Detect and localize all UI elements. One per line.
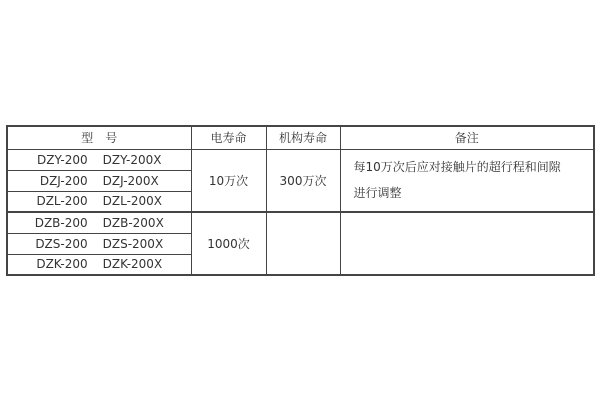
header-electrical-life: 电寿命 [191, 126, 266, 149]
model-name: DZB-200 [34, 215, 88, 230]
remarks-line: 进行调整 [353, 186, 402, 201]
model-name: DZK-200X [102, 257, 163, 272]
header-remarks: 备注 [340, 126, 594, 149]
remarks-cell [340, 212, 594, 275]
remarks-line: 每10万次后应对接触片的超行程和间隙 [353, 160, 561, 175]
model-pair [8, 216, 191, 230]
remarks-cell [340, 149, 594, 212]
model-cell [7, 212, 191, 233]
model-name: DZL-200 [36, 194, 88, 209]
model-name: DZJ-200X [102, 173, 159, 188]
model-name: DZK-200 [36, 257, 88, 272]
relay-life-spec-table [6, 125, 595, 276]
model-cell [7, 254, 191, 275]
model-cell [7, 233, 191, 254]
model-name: DZL-200X [102, 194, 163, 209]
model-name: DZJ-200 [39, 173, 88, 188]
electrical-life-value: 1000次 [191, 212, 266, 275]
model-name: DZS-200X [102, 236, 164, 251]
model-name: DZY-200X [102, 152, 162, 167]
model-pair [8, 153, 191, 167]
model-cell [7, 170, 191, 191]
table-row [7, 212, 594, 233]
model-name: DZS-200 [35, 236, 88, 251]
model-pair [8, 194, 191, 208]
mechanism-life-value: 300万次 [266, 149, 340, 212]
header-mechanism-life: 机构寿命 [266, 126, 340, 149]
model-pair [8, 257, 191, 271]
electrical-life-value: 10万次 [191, 149, 266, 212]
mechanism-life-value [266, 212, 340, 275]
model-name: DZY-200 [37, 152, 88, 167]
model-pair [8, 237, 191, 251]
table-row [7, 149, 594, 170]
header-model: 型 号 [7, 126, 191, 149]
model-name: DZB-200X [102, 215, 164, 230]
model-cell [7, 191, 191, 212]
model-cell [7, 149, 191, 170]
model-pair [8, 174, 191, 188]
header-row [7, 126, 594, 149]
